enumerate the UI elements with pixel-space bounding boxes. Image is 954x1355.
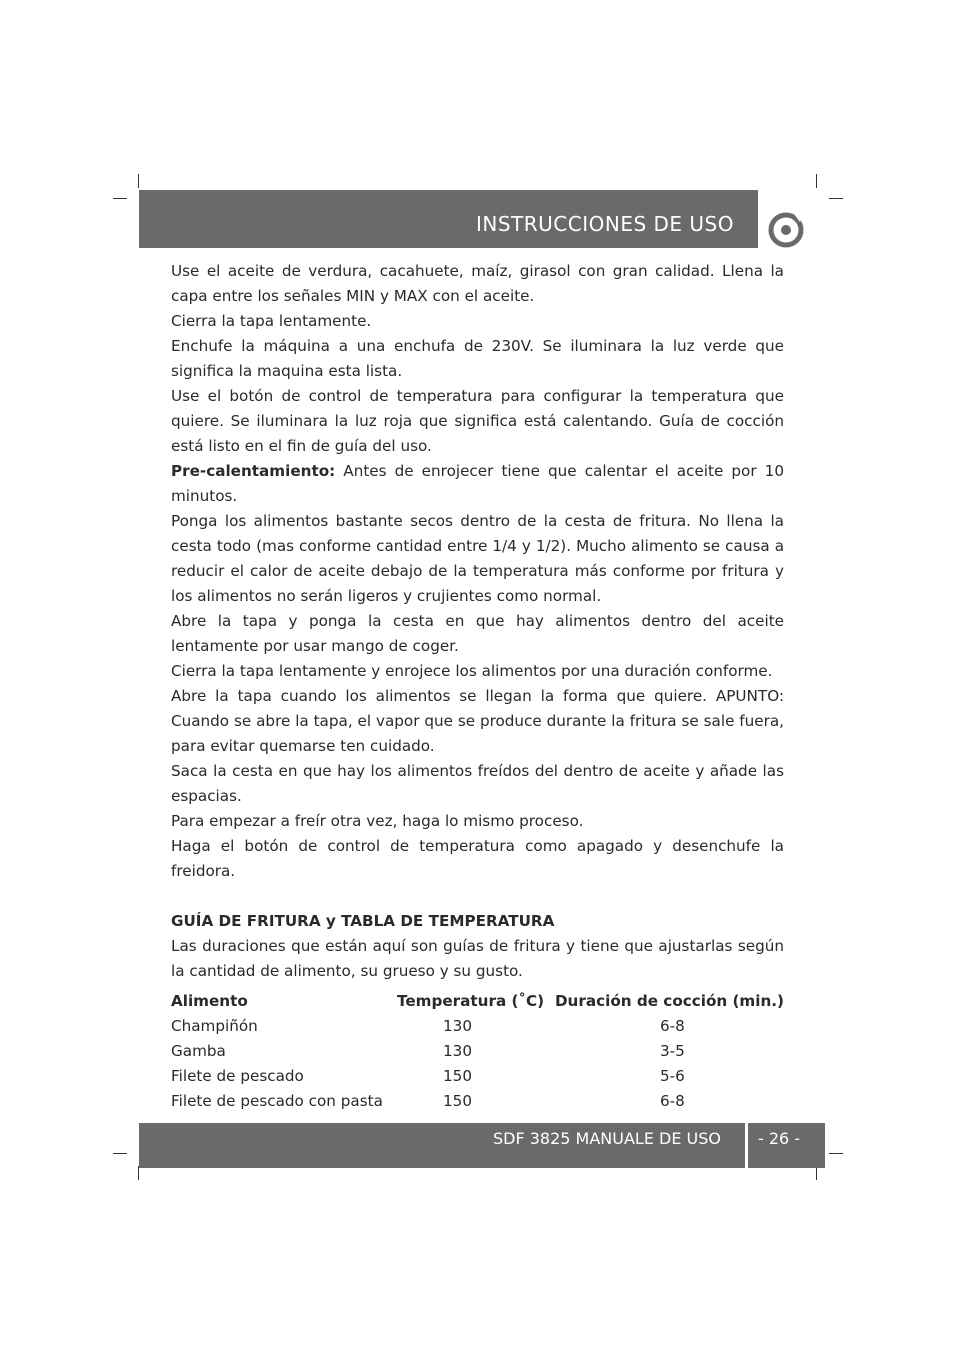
- table-cell: 6-8: [660, 1017, 685, 1035]
- paragraph: Enchufe la máquina a una enchufa de 230V. Se iluminara la luz verde que significa la maquina esta lista.: [171, 337, 784, 380]
- table-header-cell: Temperatura (˚C): [397, 992, 545, 1010]
- table-cell: 130: [443, 1017, 472, 1035]
- table-cell: 5-6: [660, 1067, 685, 1085]
- table-cell: 150: [443, 1067, 472, 1085]
- table-row: [171, 1014, 784, 1039]
- paragraph: Use el botón de control de temperatura para configurar la temperatura que quiere. Se iluminara la luz roja que significa está calentando. Guía de cocción está listo en el fin de guía del uso.: [171, 387, 784, 455]
- preheat-label: Pre-calentamiento:: [171, 462, 336, 480]
- table-cell: Champiñón: [171, 1017, 258, 1035]
- footer-title: SDF 3825 MANUALE DE USO: [492, 1129, 721, 1148]
- paragraph: Para empezar a freír otra vez, haga lo mismo proceso.: [171, 812, 584, 830]
- crop-mark: [138, 1166, 139, 1180]
- brand-logo-icon: [768, 210, 806, 248]
- table-row: [171, 1064, 784, 1089]
- page-number-box: [748, 1123, 825, 1168]
- footer-bar: [139, 1123, 745, 1168]
- paragraph: Cierra la tapa lentamente.: [171, 312, 372, 330]
- table-cell: 130: [443, 1042, 472, 1060]
- crop-mark: [816, 1166, 817, 1180]
- paragraph: [171, 459, 784, 509]
- paragraph: Use el aceite de verdura, cacahuete, maíz, girasol con gran calidad. Llena la capa entre los señales MIN y MAX con el aceite.: [171, 262, 784, 305]
- crop-mark: [138, 174, 139, 188]
- table-cell: 150: [443, 1092, 472, 1110]
- crop-mark: [829, 198, 843, 199]
- table-header-row: [171, 989, 784, 1014]
- table-header-cell: Duración de cocción (min.): [554, 992, 784, 1010]
- header-bar: [139, 190, 758, 248]
- crop-mark: [816, 174, 817, 188]
- section-intro: Las duraciones que están aquí son guías de fritura y tiene que ajustarlas según la cantidad de alimento, su grueso y su gusto.: [171, 937, 784, 980]
- table-cell: Filete de pescado: [171, 1067, 304, 1085]
- preheat-text: Antes de enrojecer tiene que calentar el aceite por 10 minutos.: [171, 462, 784, 505]
- table-cell: Filete de pescado con pasta: [171, 1092, 383, 1110]
- crop-mark: [113, 198, 127, 199]
- paragraph: Abre la tapa y ponga la cesta en que hay alimentos dentro del aceite lentamente por usar mango de coger.: [171, 612, 784, 655]
- page-number: - 26 -: [758, 1129, 801, 1148]
- crop-mark: [829, 1153, 843, 1154]
- frying-table: [171, 989, 784, 1114]
- table-cell: Gamba: [171, 1042, 226, 1060]
- table-row: [171, 1039, 784, 1064]
- instructions-content: [171, 259, 784, 984]
- paragraph: Ponga los alimentos bastante secos dentro de la cesta de fritura. No llena la cesta todo (mas conforme cantidad entre 1/4 y 1/2). Mucho alimento se causa a reducir el calor de aceite debajo de la temperatura más conforme por fritura y los alimentos no serán ligeros y crujientes como normal.: [171, 512, 784, 605]
- paragraph: Saca la cesta en que hay los alimentos freídos del dentro de aceite y añade las espacias.: [171, 762, 784, 805]
- table-cell: 6-8: [660, 1092, 685, 1110]
- table-row: [171, 1089, 784, 1114]
- paragraph: Haga el botón de control de temperatura como apagado y desenchufe la freidora.: [171, 837, 784, 880]
- page-title: INSTRUCCIONES DE USO: [476, 212, 734, 236]
- table-header-cell: Alimento: [171, 992, 248, 1010]
- paragraph: Cierra la tapa lentamente y enrojece los alimentos por una duración conforme.: [171, 662, 773, 680]
- section-title: GUÍA DE FRITURA y TABLA DE TEMPERATURA: [171, 912, 555, 930]
- paragraph: Abre la tapa cuando los alimentos se llegan la forma que quiere. APUNTO: Cuando se abre la tapa, el vapor que se produce durante la fritura se sale fuera, para evitar quemarse ten cuidado.: [171, 687, 784, 755]
- table-cell: 3-5: [660, 1042, 685, 1060]
- crop-mark: [113, 1153, 127, 1154]
